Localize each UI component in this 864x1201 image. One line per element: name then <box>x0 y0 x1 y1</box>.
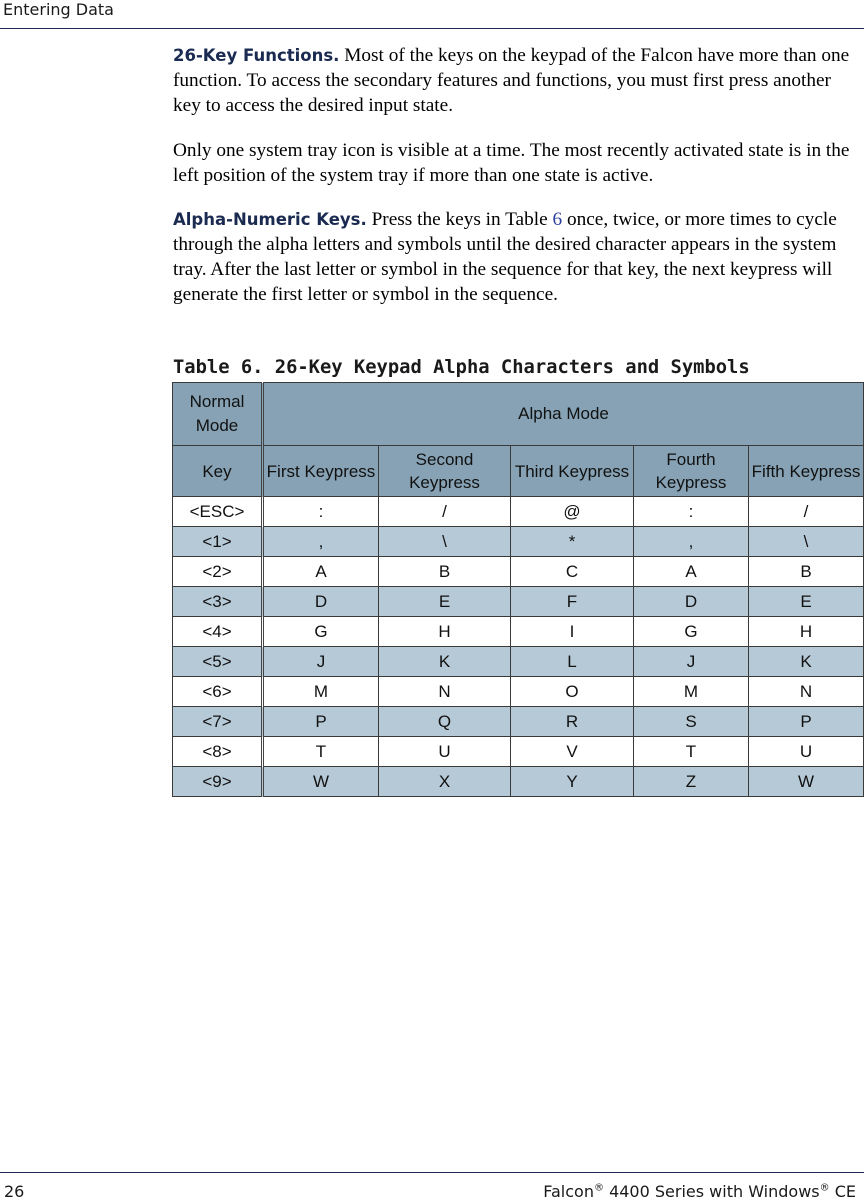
keypress-cell: P <box>263 707 379 737</box>
keypress-cell: G <box>263 617 379 647</box>
keypress-cell: V <box>511 737 634 767</box>
table-row <box>173 557 864 587</box>
table-row <box>173 587 864 617</box>
keypress-cell: B <box>749 557 864 587</box>
registered-mark: ® <box>819 1182 830 1194</box>
keypress-cell: C <box>511 557 634 587</box>
keypress-cell: O <box>511 677 634 707</box>
keypress-cell: N <box>749 677 864 707</box>
column-header: Second Keypress <box>379 446 511 497</box>
keypress-cell: K <box>749 647 864 677</box>
paragraph-system-tray: Only one system tray icon is visible at a time. The most recently activated state is in the left position of the system tray if more than one state is active. <box>173 140 850 186</box>
keypress-cell: D <box>263 587 379 617</box>
keypress-cell: E <box>749 587 864 617</box>
page-number: 26 <box>4 1182 25 1201</box>
key-cell: <7> <box>173 707 263 737</box>
header-alpha-mode: Alpha Mode <box>263 383 864 446</box>
keypress-cell: \ <box>379 527 511 557</box>
keypress-cell: / <box>379 497 511 527</box>
paragraph-26key-functions <box>173 43 859 118</box>
keypress-cell: E <box>379 587 511 617</box>
keypress-cell: K <box>379 647 511 677</box>
registered-mark: ® <box>593 1182 604 1194</box>
keypress-cell: @ <box>511 497 634 527</box>
table-row <box>173 707 864 737</box>
alpha-text-after: once, twice, or more times to cycle through the alpha letters and symbols until the desired character appears in the system tray. After the last letter or symbol in the sequence for that key, the next keypress will generate the first letter or symbol in the sequence. <box>173 209 837 305</box>
key-cell: <1> <box>173 527 263 557</box>
keypress-cell: J <box>263 647 379 677</box>
keypress-cell: I <box>511 617 634 647</box>
runin-heading-26key: 26-Key Functions. <box>173 46 340 65</box>
keypress-cell: H <box>749 617 864 647</box>
table-reference-link[interactable]: 6 <box>552 209 563 230</box>
column-header: First Keypress <box>263 446 379 497</box>
key-cell: <8> <box>173 737 263 767</box>
paragraph-26key-text: Most of the keys on the keypad of the Falcon have more than one function. To access the secondary features and functions, you must first press another key to access the desired input state. <box>173 45 850 116</box>
table-row <box>173 737 864 767</box>
keypress-cell: M <box>263 677 379 707</box>
keypress-cell: / <box>749 497 864 527</box>
keypress-cell: P <box>749 707 864 737</box>
keypress-cell: R <box>511 707 634 737</box>
key-cell: <2> <box>173 557 263 587</box>
table-row <box>173 677 864 707</box>
key-cell: <ESC> <box>173 497 263 527</box>
table-caption: Table 6. 26-Key Keypad Alpha Characters and Symbols <box>173 357 750 378</box>
running-header-title: Entering Data <box>3 0 114 19</box>
keypress-cell: H <box>379 617 511 647</box>
column-header: Key <box>173 446 263 497</box>
page-footer <box>0 1172 864 1201</box>
keypress-cell: W <box>749 767 864 797</box>
table-row <box>173 497 864 527</box>
keypress-cell: B <box>379 557 511 587</box>
header-normal-mode: Normal Mode <box>173 383 263 446</box>
keypress-cell: Q <box>379 707 511 737</box>
table-row <box>173 647 864 677</box>
footer-product-part: 4400 Series with Windows <box>603 1182 820 1201</box>
table-row <box>173 767 864 797</box>
key-cell: <3> <box>173 587 263 617</box>
alpha-text-before: Press the keys in Table <box>366 209 553 230</box>
footer-product-part: Falcon <box>543 1182 594 1201</box>
keypress-cell: U <box>379 737 511 767</box>
keypress-cell: J <box>634 647 749 677</box>
keypress-cell: \ <box>749 527 864 557</box>
keypress-cell: A <box>634 557 749 587</box>
table-row <box>173 527 864 557</box>
keypress-cell: T <box>263 737 379 767</box>
keypress-cell: M <box>634 677 749 707</box>
column-header: Fourth Keypress <box>634 446 749 497</box>
keypress-cell: , <box>634 527 749 557</box>
keypress-cell: * <box>511 527 634 557</box>
key-cell: <9> <box>173 767 263 797</box>
keypress-cell: S <box>634 707 749 737</box>
footer-product-part: CE <box>829 1182 856 1201</box>
keypress-cell: Z <box>634 767 749 797</box>
key-cell: <4> <box>173 617 263 647</box>
table-row <box>173 617 864 647</box>
keypress-cell: Y <box>511 767 634 797</box>
keypress-cell: , <box>263 527 379 557</box>
keypress-cell: F <box>511 587 634 617</box>
runin-heading-alpha: Alpha-Numeric Keys. <box>173 210 367 229</box>
column-header: Fifth Keypress <box>749 446 864 497</box>
keypress-cell: A <box>263 557 379 587</box>
keypress-cell: L <box>511 647 634 677</box>
keypress-cell: G <box>634 617 749 647</box>
key-cell: <5> <box>173 647 263 677</box>
keypress-cell: U <box>749 737 864 767</box>
keypress-cell: N <box>379 677 511 707</box>
keypress-cell: D <box>634 587 749 617</box>
paragraph-alpha-numeric <box>173 207 859 307</box>
keypress-cell: X <box>379 767 511 797</box>
key-cell: <6> <box>173 677 263 707</box>
page-header <box>0 0 864 29</box>
keypress-cell: : <box>263 497 379 527</box>
keypress-cell: T <box>634 737 749 767</box>
keypress-cell: : <box>634 497 749 527</box>
keypress-cell: W <box>263 767 379 797</box>
keypad-table <box>172 382 864 797</box>
footer-product-title <box>543 1182 856 1201</box>
column-header: Third Keypress <box>511 446 634 497</box>
